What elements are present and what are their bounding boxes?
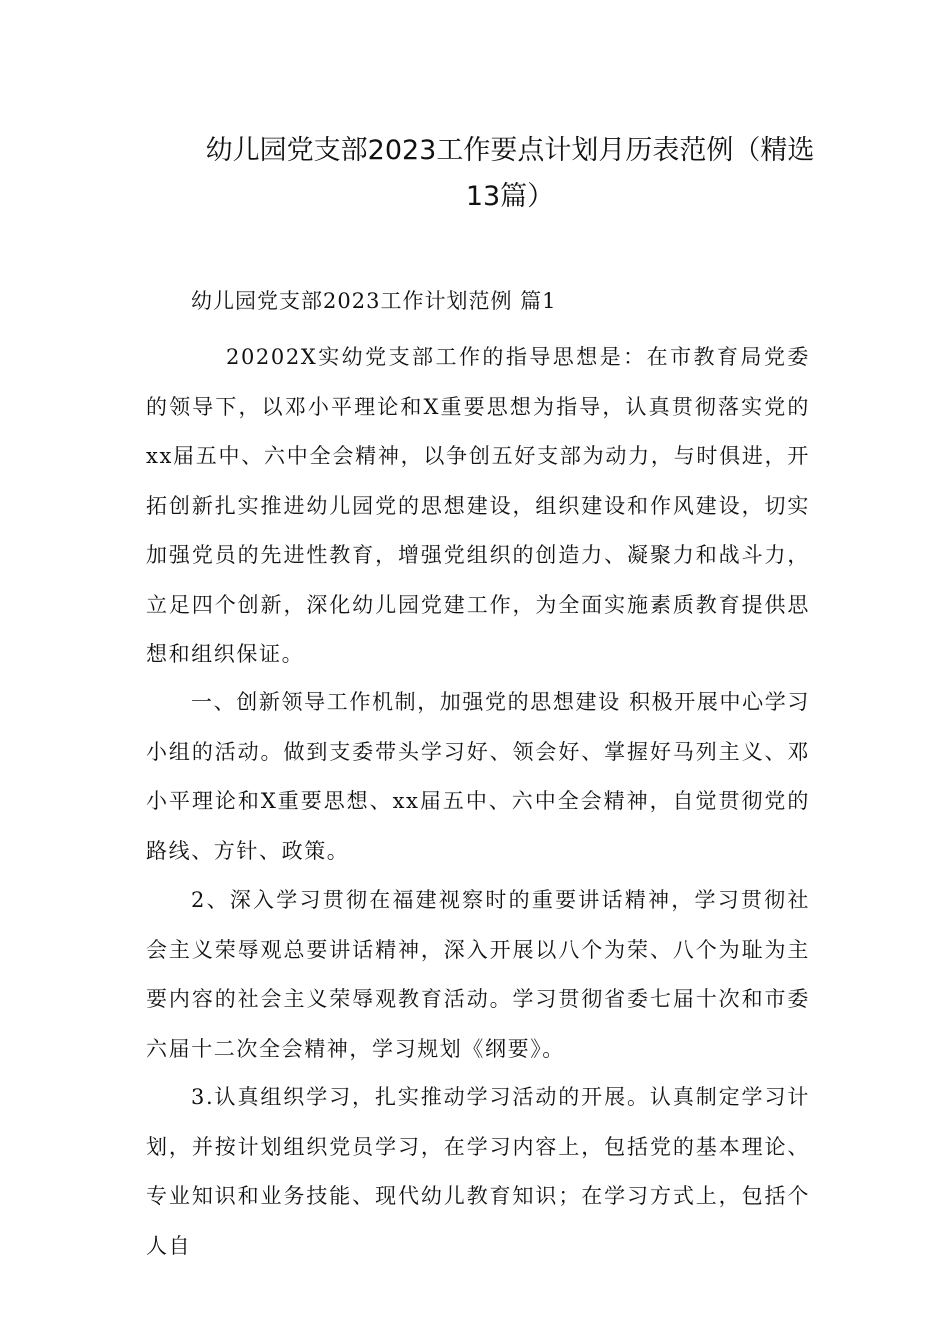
paragraph-guiding-ideology: 20202X实幼党支部工作的指导思想是：在市教育局党委的领导下，以邓小平理论和X重要思想为指导，认真贯彻落实党的xx届五中、六中全会精神，以争创五好支部为动力，与时俱进，开拓创新扎实推进幼儿园党的思想建设，组织建设和作风建设，切实加强党员的先进性教育，增强党组织的创造力、凝聚力和战斗力，立足四个创新，深化幼儿园党建工作，为全面实施素质教育提供思想和组织保证。 <box>146 345 810 666</box>
document-title-line-1: 幼儿园党支部2023工作要点计划月历表范例（精选 <box>205 135 815 166</box>
paragraph-leadership-mechanism: 一、创新领导工作机制，加强党的思想建设 积极开展中心学习小组的活动。做到支委带头学习好、领会好、掌握好马列主义、邓小平理论和X重要思想、xx届五中、六中全会精神，自觉贯彻党的路线、方针、政策。 <box>146 690 810 863</box>
document-title <box>140 128 880 220</box>
paragraph-organize-study: 3.认真组织学习，扎实推动学习活动的开展。认真制定学习计划，并按计划组织党员学习，在学习内容上，包括党的基本理论、专业知识和业务技能、现代幼儿教育知识；在学习方式上，包括个人自 <box>146 1085 810 1258</box>
document-title-line-2: 13篇） <box>465 181 555 212</box>
section-subheading: 幼儿园党支部2023工作计划范例 篇1 <box>191 289 557 313</box>
paragraph-study-implementation: 2、深入学习贯彻在福建视察时的重要讲话精神，学习贯彻社会主义荣辱观总要讲话精神，深入开展以八个为荣、八个为耻为主要内容的社会主义荣辱观教育活动。学习贯彻省委七届十次和市委六届十二次全会精神，学习规划《纲要》。 <box>146 888 810 1061</box>
